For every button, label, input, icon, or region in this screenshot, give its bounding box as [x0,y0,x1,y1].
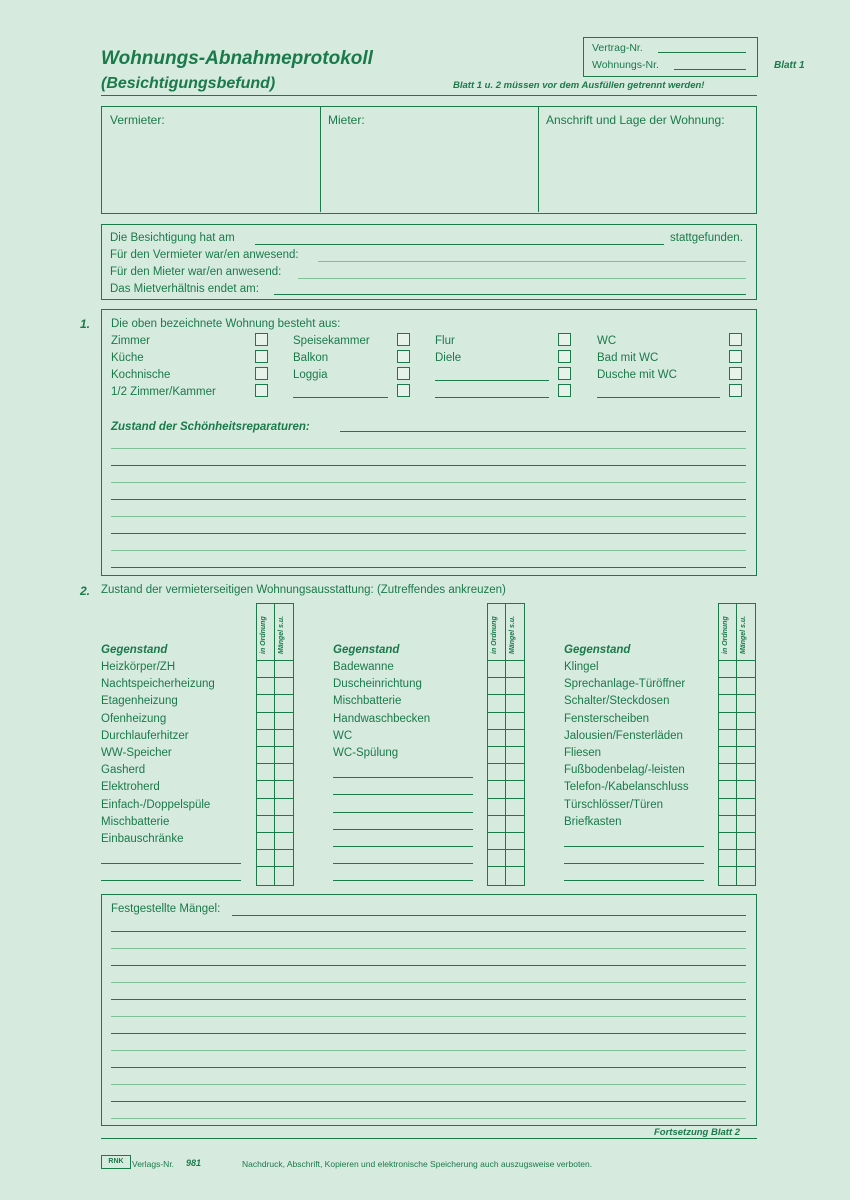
equipment-extra-field[interactable] [333,777,473,778]
room-kochnische: Kochnische [111,369,171,381]
checkbox-extra-4[interactable] [729,384,742,397]
checkbox-defect[interactable] [276,713,292,728]
contract-number-box [583,37,758,77]
tenant-present-field[interactable] [298,278,746,279]
checkbox-speisekammer[interactable] [397,333,410,346]
checkbox-defect[interactable] [738,661,754,676]
checkbox-in-order[interactable] [719,695,735,710]
repairs-line[interactable] [111,516,746,517]
repairs-line[interactable] [111,550,746,551]
defects-line[interactable] [111,1084,746,1085]
checkbox-defect[interactable] [276,781,292,796]
checkbox-in-order[interactable] [488,661,504,676]
room-extra-field-4[interactable] [597,397,720,398]
room-bad-wc: Bad mit WC [597,352,659,364]
apartment-number-field[interactable] [674,69,746,70]
header-defects: Mängel s.u. [740,615,747,654]
section-2-intro: Zustand der vermieterseitigen Wohnungsausstattung: (Zutreffendes ankreuzen) [101,584,506,596]
defects-field[interactable] [232,915,746,916]
section-1-number: 1. [80,317,91,331]
equipment-item: Mischbatterie [101,815,170,828]
equipment-extra-field[interactable] [333,829,473,830]
checkbox-defect[interactable] [738,695,754,710]
checkbox-in-order[interactable] [257,695,273,710]
checkbox-defect[interactable] [738,816,754,831]
landlord-label: Vermieter: [110,113,165,127]
equipment-item: Mischbatterie [333,695,402,708]
checkbox-in-order[interactable] [488,781,504,796]
checkbox-in-order[interactable] [257,713,273,728]
equipment-item: Einbauschränke [101,833,184,845]
header-in-order: in Ordnung [260,616,267,654]
checkbox-in-order[interactable] [719,850,735,865]
equipment-item: Sprechanlage-Türöffner [564,678,686,691]
room-wc: WC [597,335,617,347]
equipment-extra-field[interactable] [101,863,241,864]
checkbox-defect[interactable] [276,867,292,882]
repairs-label: Zustand der Schönheitsreparaturen: [111,421,310,433]
address-label: Anschrift und Lage der Wohnung: [546,113,725,127]
defects-line[interactable] [111,948,746,949]
equipment-item: Klingel [564,661,599,673]
equipment-item: Nachtspeicherheizung [101,678,215,691]
checkbox-defect[interactable] [276,833,292,848]
room-flur: Flur [435,335,455,347]
equipment-item: Badewanne [333,661,394,673]
parties-divider-2 [538,107,539,212]
tenancy-end-label: Das Mietverhältnis endet am: [110,283,259,295]
checkbox-defect[interactable] [738,678,754,693]
checkbox-in-order[interactable] [257,678,273,693]
checkbox-extra-3a[interactable] [558,367,571,380]
checkbox-extra-3b[interactable] [558,384,571,397]
defects-line[interactable] [111,1033,746,1034]
equipment-item: Einfach-/Doppelspüle [101,798,211,811]
defects-line[interactable] [111,982,746,983]
room-zimmer: Zimmer [111,335,150,347]
checkbox-in-order[interactable] [719,781,735,796]
checkbox-defect[interactable] [276,695,292,710]
checkbox-in-order[interactable] [257,661,273,676]
checkbox-in-order[interactable] [719,816,735,831]
checkbox-in-order[interactable] [488,678,504,693]
equipment-item: Schalter/Steckdosen [564,695,670,708]
checkbox-in-order[interactable] [488,833,504,848]
equipment-item: WC-Spülung [333,747,399,759]
checkbox-defect[interactable] [276,799,292,814]
form-subtitle: (Besichtigungsbefund) [101,75,276,92]
separation-note: Blatt 1 u. 2 müssen vor dem Ausfüllen getrennt werden! [453,80,705,91]
room-extra-field-2[interactable] [293,397,388,398]
checkbox-defect[interactable] [507,867,523,882]
checkbox-defect[interactable] [507,850,523,865]
checkbox-defect[interactable] [738,850,754,865]
checkbox-in-order[interactable] [257,816,273,831]
checkbox-defect[interactable] [738,713,754,728]
grid-divider [505,603,506,886]
checkbox-in-order[interactable] [719,833,735,848]
checkbox-in-order[interactable] [488,695,504,710]
defects-line[interactable] [111,1050,746,1051]
equipment-extra-field[interactable] [564,846,704,847]
checkbox-in-order[interactable] [488,730,504,745]
repairs-line[interactable] [111,448,746,449]
header-defects: Mängel s.u. [278,615,285,654]
equipment-extra-field[interactable] [101,880,241,881]
room-loggia: Loggia [293,369,328,381]
checkbox-in-order[interactable] [719,867,735,882]
checkbox-in-order[interactable] [257,747,273,762]
checkbox-defect[interactable] [738,781,754,796]
equipment-extra-field[interactable] [333,863,473,864]
checkbox-balkon[interactable] [397,350,410,363]
checkbox-in-order[interactable] [257,867,273,882]
checkbox-in-order[interactable] [488,764,504,779]
checkbox-in-order[interactable] [488,747,504,762]
checkbox-defect[interactable] [276,678,292,693]
checkbox-defect[interactable] [507,764,523,779]
inspection-box [101,224,757,300]
checkbox-in-order[interactable] [488,850,504,865]
checkbox-defect[interactable] [507,816,523,831]
checkbox-defect[interactable] [276,747,292,762]
checkbox-defect[interactable] [507,695,523,710]
inspection-date-field[interactable] [255,244,664,245]
checkbox-in-order[interactable] [719,799,735,814]
equipment-item: Durchlauferhitzer [101,729,189,742]
checkbox-defect[interactable] [507,730,523,745]
repairs-line[interactable] [111,567,746,568]
room-half-zimmer: 1/2 Zimmer/Kammer [111,386,216,398]
equipment-item: Fußbodenbelag/-leisten [564,764,685,777]
checkbox-kueche[interactable] [255,350,268,363]
equipment-extra-field[interactable] [333,846,473,847]
room-dusche-wc: Dusche mit WC [597,369,677,381]
publisher-label: Verlags-Nr. [132,1159,175,1169]
continued-label: Fortsetzung Blatt 2 [654,1127,741,1138]
checkbox-in-order[interactable] [719,678,735,693]
checkbox-defect[interactable] [276,850,292,865]
checkbox-in-order[interactable] [488,713,504,728]
room-balkon: Balkon [293,352,329,364]
equipment-extra-field[interactable] [564,863,704,864]
equipment-item: Jalousien/Fensterläden [564,729,683,742]
equipment-header: Gegenstand [101,644,168,656]
defects-line[interactable] [111,965,746,966]
defects-line[interactable] [111,999,746,1000]
repairs-field[interactable] [340,431,746,432]
checkbox-defect[interactable] [276,661,292,676]
equipment-item: Heizkörper/ZH [101,661,176,673]
checkbox-in-order[interactable] [257,730,273,745]
defects-line[interactable] [111,1067,746,1068]
checkbox-defect[interactable] [507,713,523,728]
checkbox-defect[interactable] [507,781,523,796]
room-diele: Diele [435,352,462,364]
equipment-extra-field[interactable] [333,880,473,881]
checkbox-defect[interactable] [738,799,754,814]
equipment-item: Türschlösser/Türen [564,798,664,811]
checkbox-defect[interactable] [507,678,523,693]
equipment-extra-field[interactable] [333,812,473,813]
contract-number-field[interactable] [658,52,746,53]
checkbox-defect[interactable] [507,833,523,848]
checkbox-defect[interactable] [507,747,523,762]
equipment-item: Ofenheizung [101,712,167,725]
checkbox-in-order[interactable] [719,661,735,676]
form-title: Wohnungs-Abnahmeprotokoll [101,48,373,69]
repairs-line[interactable] [111,482,746,483]
room-extra-field-3a[interactable] [435,380,549,381]
checkbox-in-order[interactable] [257,850,273,865]
contract-number-label: Vertrag-Nr. [592,42,643,54]
room-extra-field-3b[interactable] [435,397,549,398]
checkbox-defect[interactable] [276,816,292,831]
defects-box [101,894,757,1126]
checkbox-in-order[interactable] [488,799,504,814]
repairs-line[interactable] [111,533,746,534]
checkbox-in-order[interactable] [719,730,735,745]
checkbox-defect[interactable] [507,661,523,676]
checkbox-diele[interactable] [558,350,571,363]
tenant-label: Mieter: [328,113,365,127]
equipment-item: Handwaschbecken [333,712,431,725]
equipment-item: Briefkasten [564,815,622,828]
checkbox-defect[interactable] [507,799,523,814]
section-1-box [101,309,757,576]
checkbox-in-order[interactable] [257,781,273,796]
checkbox-defect[interactable] [738,867,754,882]
parties-divider-1 [320,107,321,212]
grid-divider [736,603,737,886]
equipment-extra-field[interactable] [333,794,473,795]
equipment-item: Telefon-/Kabelanschluss [564,781,689,794]
checkbox-defect[interactable] [276,764,292,779]
header-in-order: in Ordnung [722,616,729,654]
defects-line[interactable] [111,1118,746,1119]
checkbox-kochnische[interactable] [255,367,268,380]
checkbox-flur[interactable] [558,333,571,346]
header-defects: Mängel s.u. [509,615,516,654]
defects-line[interactable] [111,931,746,932]
equipment-header: Gegenstand [564,644,631,656]
publisher-logo: RNK [101,1155,131,1169]
section-2-number: 2. [80,584,91,598]
apartment-number-label: Wohnungs-Nr. [592,59,659,71]
landlord-present-label: Für den Vermieter war/en anwesend: [110,249,299,261]
checkbox-defect[interactable] [738,833,754,848]
equipment-header: Gegenstand [333,644,400,656]
room-speisekammer: Speisekammer [293,335,370,347]
copyright-notice: Nachdruck, Abschrift, Kopieren und elektronische Speicherung auch auszugsweise verboten. [242,1159,593,1169]
equipment-item: WW-Speicher [101,747,172,759]
checkbox-in-order[interactable] [719,713,735,728]
footer-divider [101,1138,757,1139]
checkbox-defect[interactable] [738,747,754,762]
checkbox-loggia[interactable] [397,367,410,380]
tenant-present-label: Für den Mieter war/en anwesend: [110,266,282,278]
section-1-intro: Die oben bezeichnete Wohnung besteht aus: [111,318,341,330]
checkbox-zimmer[interactable] [255,333,268,346]
checkbox-extra-2[interactable] [397,384,410,397]
repairs-line[interactable] [111,499,746,500]
defects-label: Festgestellte Mängel: [111,903,221,915]
sheet-label: Blatt 1 [774,60,805,71]
checkbox-in-order[interactable] [719,747,735,762]
checkbox-in-order[interactable] [719,764,735,779]
equipment-extra-field[interactable] [564,880,704,881]
checkbox-in-order[interactable] [257,833,273,848]
checkbox-dusche-wc[interactable] [729,367,742,380]
publisher-number: 981 [186,1158,202,1168]
checkbox-half-zimmer[interactable] [255,384,268,397]
equipment-item: Elektroherd [101,781,160,794]
defects-line[interactable] [111,1016,746,1017]
landlord-present-field[interactable] [318,261,746,262]
repairs-line[interactable] [111,465,746,466]
checkbox-in-order[interactable] [257,799,273,814]
equipment-item: Fensterscheiben [564,712,650,725]
checkbox-defect[interactable] [738,764,754,779]
header-divider [101,95,757,96]
checkbox-in-order[interactable] [488,867,504,882]
grid-divider [274,603,275,886]
inspection-suffix: stattgefunden. [670,232,743,244]
checkbox-defect[interactable] [276,730,292,745]
equipment-item: Fliesen [564,747,602,759]
tenancy-end-field[interactable] [274,294,746,295]
equipment-item: WC [333,729,353,742]
equipment-item: Duscheinrichtung [333,678,422,691]
checkbox-in-order[interactable] [488,816,504,831]
defects-line[interactable] [111,1101,746,1102]
checkbox-wc[interactable] [729,333,742,346]
checkbox-defect[interactable] [738,730,754,745]
equipment-item: Gasherd [101,764,146,777]
equipment-item: Etagenheizung [101,695,178,708]
header-in-order: in Ordnung [491,616,498,654]
inspection-date-label: Die Besichtigung hat am [110,232,235,244]
parties-box [101,106,757,214]
checkbox-in-order[interactable] [257,764,273,779]
checkbox-bad-wc[interactable] [729,350,742,363]
room-kueche: Küche [111,352,144,364]
